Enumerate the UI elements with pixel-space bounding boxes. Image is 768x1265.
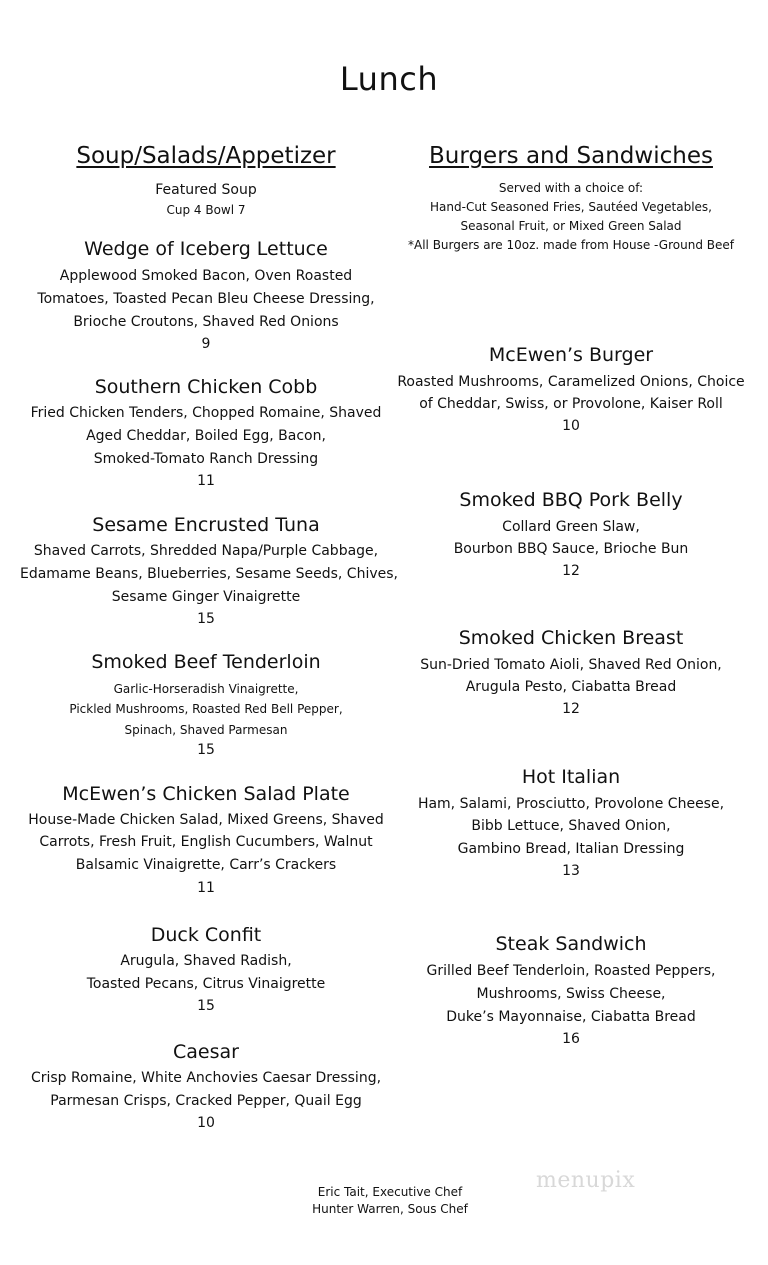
menu-item-desc: Bibb Lettuce, Shaved Onion, xyxy=(471,818,671,834)
menu-item-name: Southern Chicken Cobb xyxy=(94,376,318,398)
menu-item-name: Hot Italian xyxy=(521,766,621,788)
menu-item-desc: Sesame Ginger Vinaigrette xyxy=(111,589,301,605)
intro-line: Seasonal Fruit, or Mixed Green Salad xyxy=(460,219,682,233)
menu-item-desc: Bourbon BBQ Sauce, Brioche Bun xyxy=(453,541,689,557)
menu-item-price: 16 xyxy=(562,1031,580,1047)
menu-item-price: 12 xyxy=(562,701,580,717)
menu-item-desc: Duke’s Mayonnaise, Ciabatta Bread xyxy=(446,1009,696,1025)
section-heading: Soup/Salads/Appetizer xyxy=(76,143,336,169)
intro-line: Hand-Cut Seasoned Fries, Sautéed Vegetables, xyxy=(430,200,712,214)
menu-item-name: Wedge of Iceberg Lettuce xyxy=(84,238,328,260)
menu-item-name: McEwen’s Burger xyxy=(488,344,654,366)
menu-item-desc: Applewood Smoked Bacon, Oven Roasted xyxy=(59,268,353,284)
menu-item-price: 12 xyxy=(562,563,580,579)
menu-item-desc: Mushrooms, Swiss Cheese, xyxy=(476,986,666,1002)
sous-chef-credit: Hunter Warren, Sous Chef xyxy=(312,1202,468,1216)
menu-item-desc: Smoked-Tomato Ranch Dressing xyxy=(93,451,319,467)
menu-item-name: Sesame Encrusted Tuna xyxy=(92,514,320,536)
burgers-sandwiches-section xyxy=(385,143,757,1063)
menu-item-name: McEwen’s Chicken Salad Plate xyxy=(62,783,350,805)
menu-item-desc: Parmesan Crisps, Cracked Pepper, Quail Egg xyxy=(50,1093,362,1109)
menu-item-desc: Ham, Salami, Prosciutto, Provolone Cheese, xyxy=(417,796,725,812)
menu-item-desc: Crisp Romaine, White Anchovies Caesar Dressing, xyxy=(30,1070,382,1086)
menu-item-desc: Gambino Bread, Italian Dressing xyxy=(457,841,685,857)
menu-item-price: 10 xyxy=(197,1115,215,1131)
page-title: Lunch xyxy=(339,60,439,98)
menu-item-desc: Pickled Mushrooms, Roasted Red Bell Pepper, xyxy=(69,702,343,716)
watermark-logo: menupix xyxy=(536,1168,636,1193)
menu-item-desc: Carrots, Fresh Fruit, English Cucumbers, Walnut xyxy=(39,834,373,850)
menu-item-desc: Brioche Croutons, Shaved Red Onions xyxy=(73,314,339,330)
menu-item-desc: Grilled Beef Tenderloin, Roasted Peppers, xyxy=(426,963,716,979)
menu-item-price: 11 xyxy=(197,473,215,489)
menu-item-price: 13 xyxy=(562,863,580,879)
menu-item-price: 10 xyxy=(562,418,580,434)
menu-item-desc: Sun-Dried Tomato Aioli, Shaved Red Onion, xyxy=(420,657,722,673)
menu-item-price: 9 xyxy=(201,336,211,352)
menu-item-desc: Balsamic Vinaigrette, Carr’s Crackers xyxy=(75,857,337,873)
menu-item-desc: Roasted Mushrooms, Caramelized Onions, Choice xyxy=(397,374,745,390)
menu-item-price: 11 xyxy=(197,880,215,896)
menu-item-name: Smoked Beef Tenderloin xyxy=(91,651,321,673)
featured-soup-name: Featured Soup xyxy=(155,182,257,198)
menu-item-desc: Aged Cheddar, Boiled Egg, Bacon, xyxy=(86,428,326,444)
featured-soup-price: Cup 4 Bowl 7 xyxy=(166,203,246,217)
menu-item-price: 15 xyxy=(197,742,215,758)
menu-item-desc: Arugula, Shaved Radish, xyxy=(120,953,292,969)
menu-item-desc: Collard Green Slaw, xyxy=(502,519,640,535)
intro-line: Served with a choice of: xyxy=(498,181,644,195)
menu-item-desc: Garlic-Horseradish Vinaigrette, xyxy=(113,682,299,696)
menu-item-price: 15 xyxy=(197,611,215,627)
menu-item-desc: Tomatoes, Toasted Pecan Bleu Cheese Dressing, xyxy=(37,291,375,307)
menu-item-name: Smoked Chicken Breast xyxy=(458,627,684,649)
menu-item-name: Caesar xyxy=(173,1041,239,1063)
menu-item-name: Smoked BBQ Pork Belly xyxy=(459,489,683,511)
section-heading: Burgers and Sandwiches xyxy=(429,143,713,169)
menu-item-desc: Shaved Carrots, Shredded Napa/Purple Cabbage, xyxy=(33,543,379,559)
intro-line: *All Burgers are 10oz. made from House -Ground Beef xyxy=(408,238,734,252)
menu-item-desc: Toasted Pecans, Citrus Vinaigrette xyxy=(86,976,326,992)
menu-item-desc: Fried Chicken Tenders, Chopped Romaine, Shaved xyxy=(30,405,382,421)
menu-item-name: Duck Confit xyxy=(150,924,262,946)
menu-item-desc: House-Made Chicken Salad, Mixed Greens, Shaved xyxy=(28,812,384,828)
soup-salads-appetizer-section xyxy=(20,143,398,1143)
menu-item-desc: Arugula Pesto, Ciabatta Bread xyxy=(465,679,677,695)
menu-item-desc: of Cheddar, Swiss, or Provolone, Kaiser Roll xyxy=(419,396,723,412)
menu-item-desc: Spinach, Shaved Parmesan xyxy=(124,723,288,737)
menu-item-desc: Edamame Beans, Blueberries, Sesame Seeds, Chives, xyxy=(20,566,398,582)
menu-item-name: Steak Sandwich xyxy=(495,933,647,955)
executive-chef-credit: Eric Tait, Executive Chef xyxy=(317,1185,463,1199)
menu-item-price: 15 xyxy=(197,998,215,1014)
